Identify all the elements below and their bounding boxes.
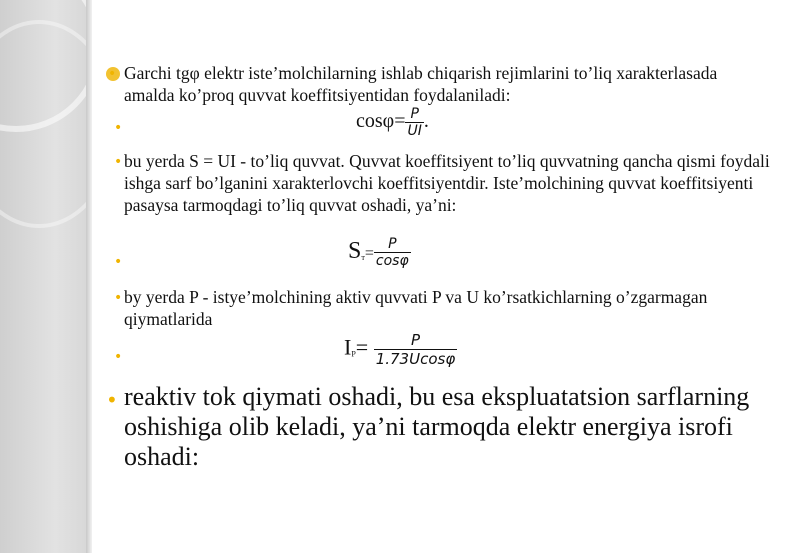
denominator: 1.73Ucosφ <box>375 350 456 368</box>
formula-full-power <box>348 236 411 269</box>
fraction <box>374 331 458 368</box>
decorative-arc <box>0 20 92 228</box>
formula-subscript: P <box>351 349 356 359</box>
formula-equals: = <box>364 245 374 263</box>
denominator: cosφ <box>375 253 409 269</box>
formula-cos-phi <box>356 106 429 139</box>
formula-equals: = <box>355 334 374 360</box>
fraction <box>374 236 411 269</box>
panel-edge <box>86 0 92 553</box>
bullet-icon: • <box>114 290 123 306</box>
bullet-icon: • <box>114 254 123 270</box>
formula-lhs: S <box>348 238 362 265</box>
slide-side-decoration <box>0 0 92 553</box>
bullet-icon: • <box>114 349 123 365</box>
denominator: UI <box>407 123 422 139</box>
bullet-icon: • <box>114 120 123 136</box>
paragraph-full-power: bu yerda S = UI - to’liq quvvat. Quvvat koeffitsiyent to’liq quvvatning qancha qismi foydali ishga sarf bo’lganini xarakterlovchi koeffitsiyentdir. Iste’molchining quvvat koeffitsiyenti pasaysa tarmoqdagi to’liq quvvat oshadi, ya’ni: <box>124 151 770 215</box>
numerator: P <box>410 106 419 122</box>
bullet-icon: • <box>108 66 117 82</box>
paragraph-intro: Garchi tgφ elektr iste’molchilarning ishlab chiqarish rejimlarini to’liq xarakterlasada amalda ko’proq quvvat koeffitsiyentidan foydalaniladi: <box>124 63 718 105</box>
formula-lhs: cosφ= <box>356 110 406 133</box>
paragraph-active-power: by yerda P - istye’molchining aktiv quvvati P va U ko’rsatkichlarning o’zgarmagan qiymatlarida <box>124 287 708 329</box>
formula-reactive-current <box>344 331 457 368</box>
formula-subscript: т <box>361 253 365 263</box>
paragraph-conclusion: reaktiv tok qiymati oshadi, bu esa ekspluatatsion sarflarning oshishiga olib keladi, ya’ni tarmoqda elektr energiya isrofi oshadi: <box>124 382 750 471</box>
numerator: P <box>410 331 420 349</box>
numerator: P <box>388 236 397 252</box>
bullet-icon: • <box>114 154 123 170</box>
bullet-icon: • <box>106 388 118 412</box>
fraction <box>405 106 423 139</box>
formula-lhs: I <box>344 334 352 360</box>
formula-tail: . <box>423 110 429 133</box>
